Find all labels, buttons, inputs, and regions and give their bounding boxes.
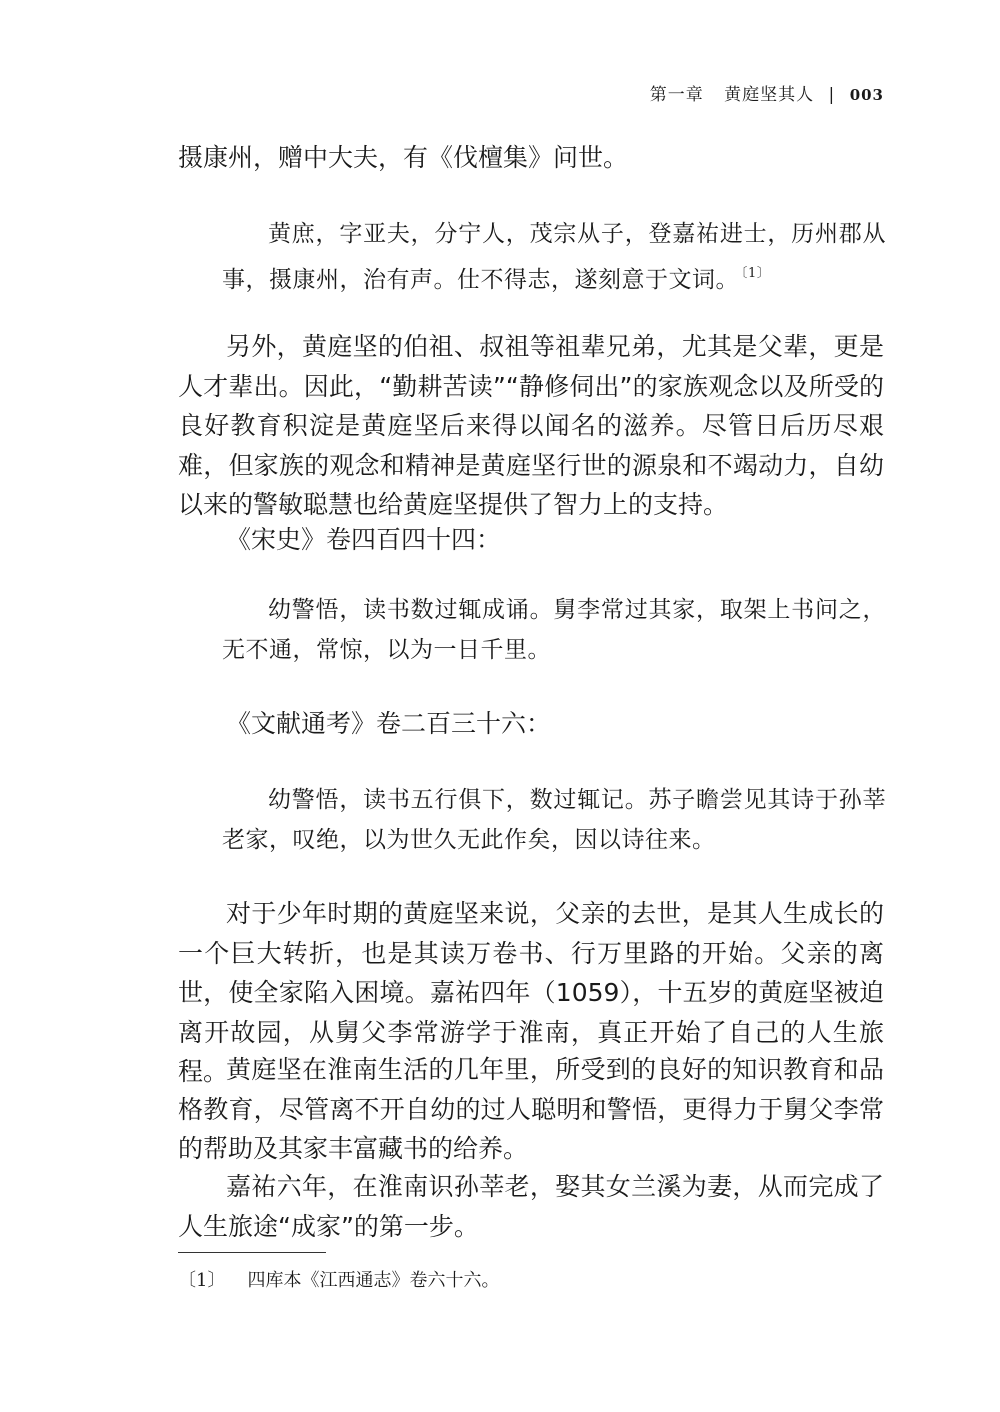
quote-2: 幼警悟，读书数过辄成诵。舅李常过其家，取架上书问之，无不通，常惊，以为一日千里。 — [222, 597, 886, 663]
quote-1-text: 黄庶，字亚夫，分宁人，茂宗从子，登嘉祐进士，历州郡从事，摄康州，治有声。仕不得志，遂刻意于文词。 — [222, 221, 886, 293]
chapter-label: 第一章 — [649, 85, 704, 105]
paragraph-2: 另外，黄庭坚的伯祖、叔祖等祖辈兄弟，尤其是父辈，更是人才辈出。因此，“勤耕苦读”“静修伺出”的家族观念以及所受的良好教育积淀是黄庭坚后来得以闻名的滋养。尽管日后历尽艰难，但家族的观念和精神是黄庭坚行世的源泉和不竭动力，自幼以来的警敏聪慧也给黄庭坚提供了智力上的支持。 — [178, 332, 884, 519]
chapter-title: 黄庭坚其人 — [724, 85, 815, 105]
footnote-divider — [178, 1252, 326, 1253]
paragraph-5: 对于少年时期的黄庭坚来说，父亲的去世，是其人生成长的一个巨大转折，也是其读万卷书、行万里路的开始。父亲的离世，使全家陷入困境。嘉祐四年（1059），十五岁的黄庭坚被迫离开故园，从舅父李常游学于淮南，真正开始了自己的人生旅程。 — [178, 899, 884, 1086]
footnote-mark: 〔1〕 — [178, 1270, 226, 1291]
paragraph-7: 嘉祐六年，在淮南识孙莘老，娶其女兰溪为妻，从而完成了人生旅途“成家”的第一步。 — [178, 1172, 884, 1241]
footnote-text: 四库本《江西通志》卷六十六。 — [247, 1270, 500, 1291]
quote-1 — [222, 214, 886, 300]
paragraph-1: 摄康州，赠中大夫，有《伐檀集》问世。 — [178, 143, 629, 172]
page-number: 003 — [849, 86, 884, 104]
running-header — [650, 80, 884, 105]
quote-3: 幼警悟，读书五行俱下，数过辄记。苏子瞻尝见其诗于孙莘老家，叹绝，以为世久无此作矣，因以诗往来。 — [222, 787, 886, 853]
header-separator: | — [828, 85, 836, 105]
paragraph-4-source-wenxian: 《文献通考》卷二百三十六： — [226, 709, 552, 738]
footnote-reference: 〔1〕 — [741, 266, 771, 281]
paragraph-6: 黄庭坚在淮南生活的几年里，所受到的良好的知识教育和品格教育，尽管离不开自幼的过人聪明和警悟，更得力于舅父李常的帮助及其家丰富藏书的给养。 — [178, 1055, 884, 1163]
footnote — [178, 1266, 499, 1296]
paragraph-3-source-songshi: 《宋史》卷四百四十四： — [226, 525, 502, 554]
